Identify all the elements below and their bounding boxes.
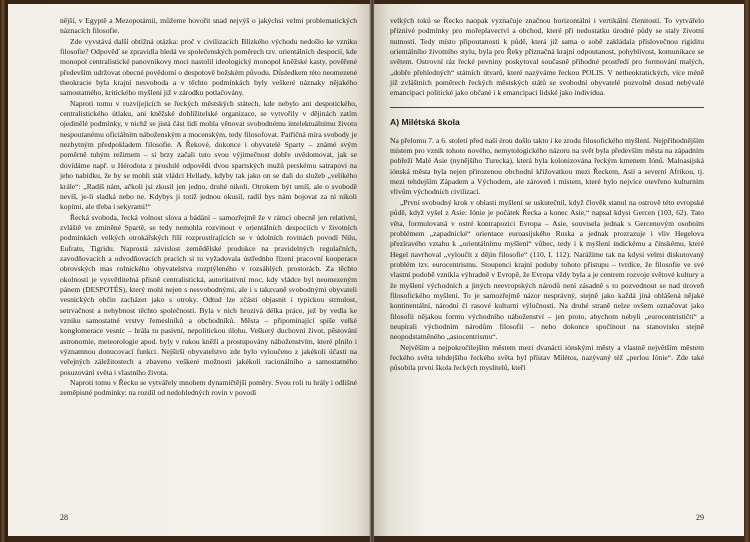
left-page-text [60, 16, 357, 399]
paragraph: nější, v Egyptě a Mezopotámii, můžeme hovořit snad nejvýš o jakýchsi velmi problematických náznacích filosofie. [60, 16, 357, 36]
section-heading: A) Milétská škola [390, 116, 460, 127]
page-number-left: 28 [60, 513, 68, 522]
paragraph: Zde vyvstává další obtížná otázka: proč v civilizacích Blízkého východu nedošlo ke vzniku filosofie? Odpověď se zpravidla hledá ve společenských poměrech tzv. orientálních despocií, kde monopol centralistické panovnikovy moci nastolil ideologický monopol kněžské kasty, pověřené především udržovat obecné povědomí o despotově božském původu. Důsledkem této neomezené theokracie byla krajní nesvoboda a v těchto podmínkách byly veškeré náznaky nějakého samostatného, kritického myšlení již v zárodku potlačovány. [60, 36, 357, 98]
paragraph: velkých toků se Řecko naopak vyznačuje značnou horizontální i vertikální členitostí. To vytvářelo příznivé podmínky pro mořeplavectví a obchod, které při nedostatku úrodné půdy se staly životní nutností. Tedy místo připoutanosti k půdě, která již sama o sobě zakládala příslovečnou rigiditu orientálního životního stylu, byla pro Řeky příznačná krajní odpoutanost, pohyblivost, komunikace se světem. Ostrovní ráz řecké pevniny poskytoval současně příhodné prostředí pro formování malých, „dobře přehledných“ státních útvarů, které nazýváme řeckou POLIS. V netheokratických, více méně již zvláštních poměrech řeckých městských států se svobodní obyvatelé pozvolně dosud nebývalé emancipaci politické jako občané i k emancipaci lidské jako individua. [390, 16, 704, 98]
paragraph: Řecká svoboda, řecká volnost slova a bádání – samozřejmě že v rámci obecně jen relativní, zvláště ve zmíněné Spartě, se tedy nemohla rozvinout v orientálních despociích v životních podmínkách velkých otrokářských říší rozprostírajících se v údolních rovinách povodí Nilu, Eufratu, Tigridu. Naprostá závislost zemědělské produkce na pravidelných regulačních, zavodňovacích a odvodňovacích pracích si tu vyžadovala ústřednho řízení pracovní kooperace obrovských mas rolnického obyvatelstva rozptýleného v rozsáhlých prostorách. Za těchto okolností je vysvětlitelná přísně centralistická, autoritativní moc, kdy vládce byl neomezeným pánem (DESPOTÉS), který mohl nejen s nesvobodnými, ale i s takzvaně svobodnými obyvateli vesnických občin zacházet jako s otroky. Odtud lze zčásti objasnit i typickou strnulost, setrvačnost a nehybnost těchto společností. Byla v nich hrozivá délka práce, jež by vedla ke vzniku samostatné vrstvy řemeslníků a obchodníků. Města – připomínající spíše velké konglomerace vesnic – hrála tu pasivní, nepolitickou úlohu. Veškerý duchovní život, pěstování astronomie, meteorologie apod. byly v rukou kněží a prostupovány náboženstvím, které plnilo i významnou donucovací funkci. Nejširší obyvatelstvo zde bylo vyloučeno z jakékoli účasti na veřejných záležitostech a zbaveno veškeré možnosti jakékoli racionálního a samostatného posuzování světa i vlastního života. [60, 212, 357, 377]
paragraph: Nejvěším a nejpokročilejším městem mezi dvanácti iónskými městy a vlastně největším městem řeckého světa tehdejšího řeckého světa byl přístav Milétos, nazývaný též „perlou Iónie“. Zde také působila první škola řeckých myslitelů, kteří [390, 342, 704, 373]
left-page [8, 4, 370, 536]
book-cover-edge [744, 0, 750, 542]
paragraph: „První svobodný krok v oblasti myšlení se uskutečnil, když člověk stanul na ostrově této evropské půdě, když vyšel z Asie: Iónie je počátek Řecka a konec Asie,“ napsal kdysi Gercen (103, 62). Tato věta, formulovaná v ostré kontrapozici Evropa – Asie, souvisela jednak s Gercenovým osobním problémem „zapadnické“ orientace euroasijského Ruska a jednak prozrazuje i vliv Hegelova přezíravého vztahu k „orientálnímu myšlení“ vůbec, tedy i k myšlení indickému a čínskému, které Hegel navrhoval „vyloučit z dějin filosofie“ (110, I. 112). Narážíme tak na kdysi velmi diskutovaný problém tzv. eurocentrismu. Stoupenci krajní podoby tohoto přístupu – tvrdíce, že filosofie ve své vlastní podobě vznikla výhradně v Evropě, že Evropa vždy byla a je centrem rozvoje světové kultury a že myšlení východních a jiných neevropských národů není zásadně s to pozvednout se nad úroveň filosofického myšlení. To je samozřejmě názor nesprávný, stejně jako každá jiná ohlášená nějaké kontinentální, národní či rasové kulturní výlučnosti. Na druhé straně nelze ovšem označovat jako filosofii nějakou formu východního náboženství – jen proto, abychom nebyli „eurocentrističtí“ a neupírali východním národům filosofii – nebo dokonce spočínout na stanovisku stejně neopodstatněného „asiocentrismu“. [390, 197, 704, 342]
section-divider [390, 107, 704, 108]
paragraph: Naproti tomu v rozvíjejících se řeckých městských státech, kde nebylo ani despotického, centralistického útlaku, ani kněžské dohlížitelské organizace, se vytvořily v dějinách zatím ojedinělé podmínky, v nichž se jistá část lidí mohla věnovat svobodnému intelektuálnímu životu nespoutanému oficiálním náboženským a mocenským, tedy filosofovat. Patřičná míra svobody je nezbytným předpokladem filosofie. A Řekové, dokonce i obyvatelé Sparty – známé svým poměrně tuhým režimem – si brzy začali tuto svou výjimečnost dobře uvědomovat, jak se dovídáme např. u Hérodota z proslulé odpovědi dvou spartských mužů perskému satrapovi na jeho nabídku, že by se mohli stát vládci Hellady, kdyby tak jako on se dali do služeb „velikého krále“: „Radíš nám, ačkoli jsi zkusil jen jedno, druhé nikoli. Otrokem být umíš, ale o svobodě nevíš, je-li sladká nebo ne. Kdybys ji totiž jednou okusil, radil bys nám bojovat za ni nikoli kopími, ale třeba i sekyrami!“ [60, 98, 357, 212]
page-number-right: 29 [696, 513, 704, 522]
right-page-text [390, 16, 704, 374]
paragraph: Na přelomu 7. a 6. století před naší érou došlo takto i ke zrodu filosofického myšlení. Nejpřihodnějším místem pro vznik tohoto nového, nemytologického názoru na svět byla především města na západním pobřeží Malé Asie (nynějšího Turecka), která byla kolonizována řeckým kmenem Iónů. Maloasijská iónská města byla nejen přirozenou obchodní křižovatkou mezi Řeckem, Asií a severní Afrikou, tj. mezi tehdejším Západem a Východem, ale zároveň i místem, které bylo nejvíce otevřeno kulturním vlivům východních civilizací. [390, 135, 704, 197]
paragraph: Naproti tomu v Řecku se vytvářely mnohem dynamičtější poměry. Svou roli tu hrály i odlišné zeměpisné podmínky: na rozdíl od nedohledných rovin v povodí [60, 378, 357, 398]
right-page [374, 4, 744, 536]
